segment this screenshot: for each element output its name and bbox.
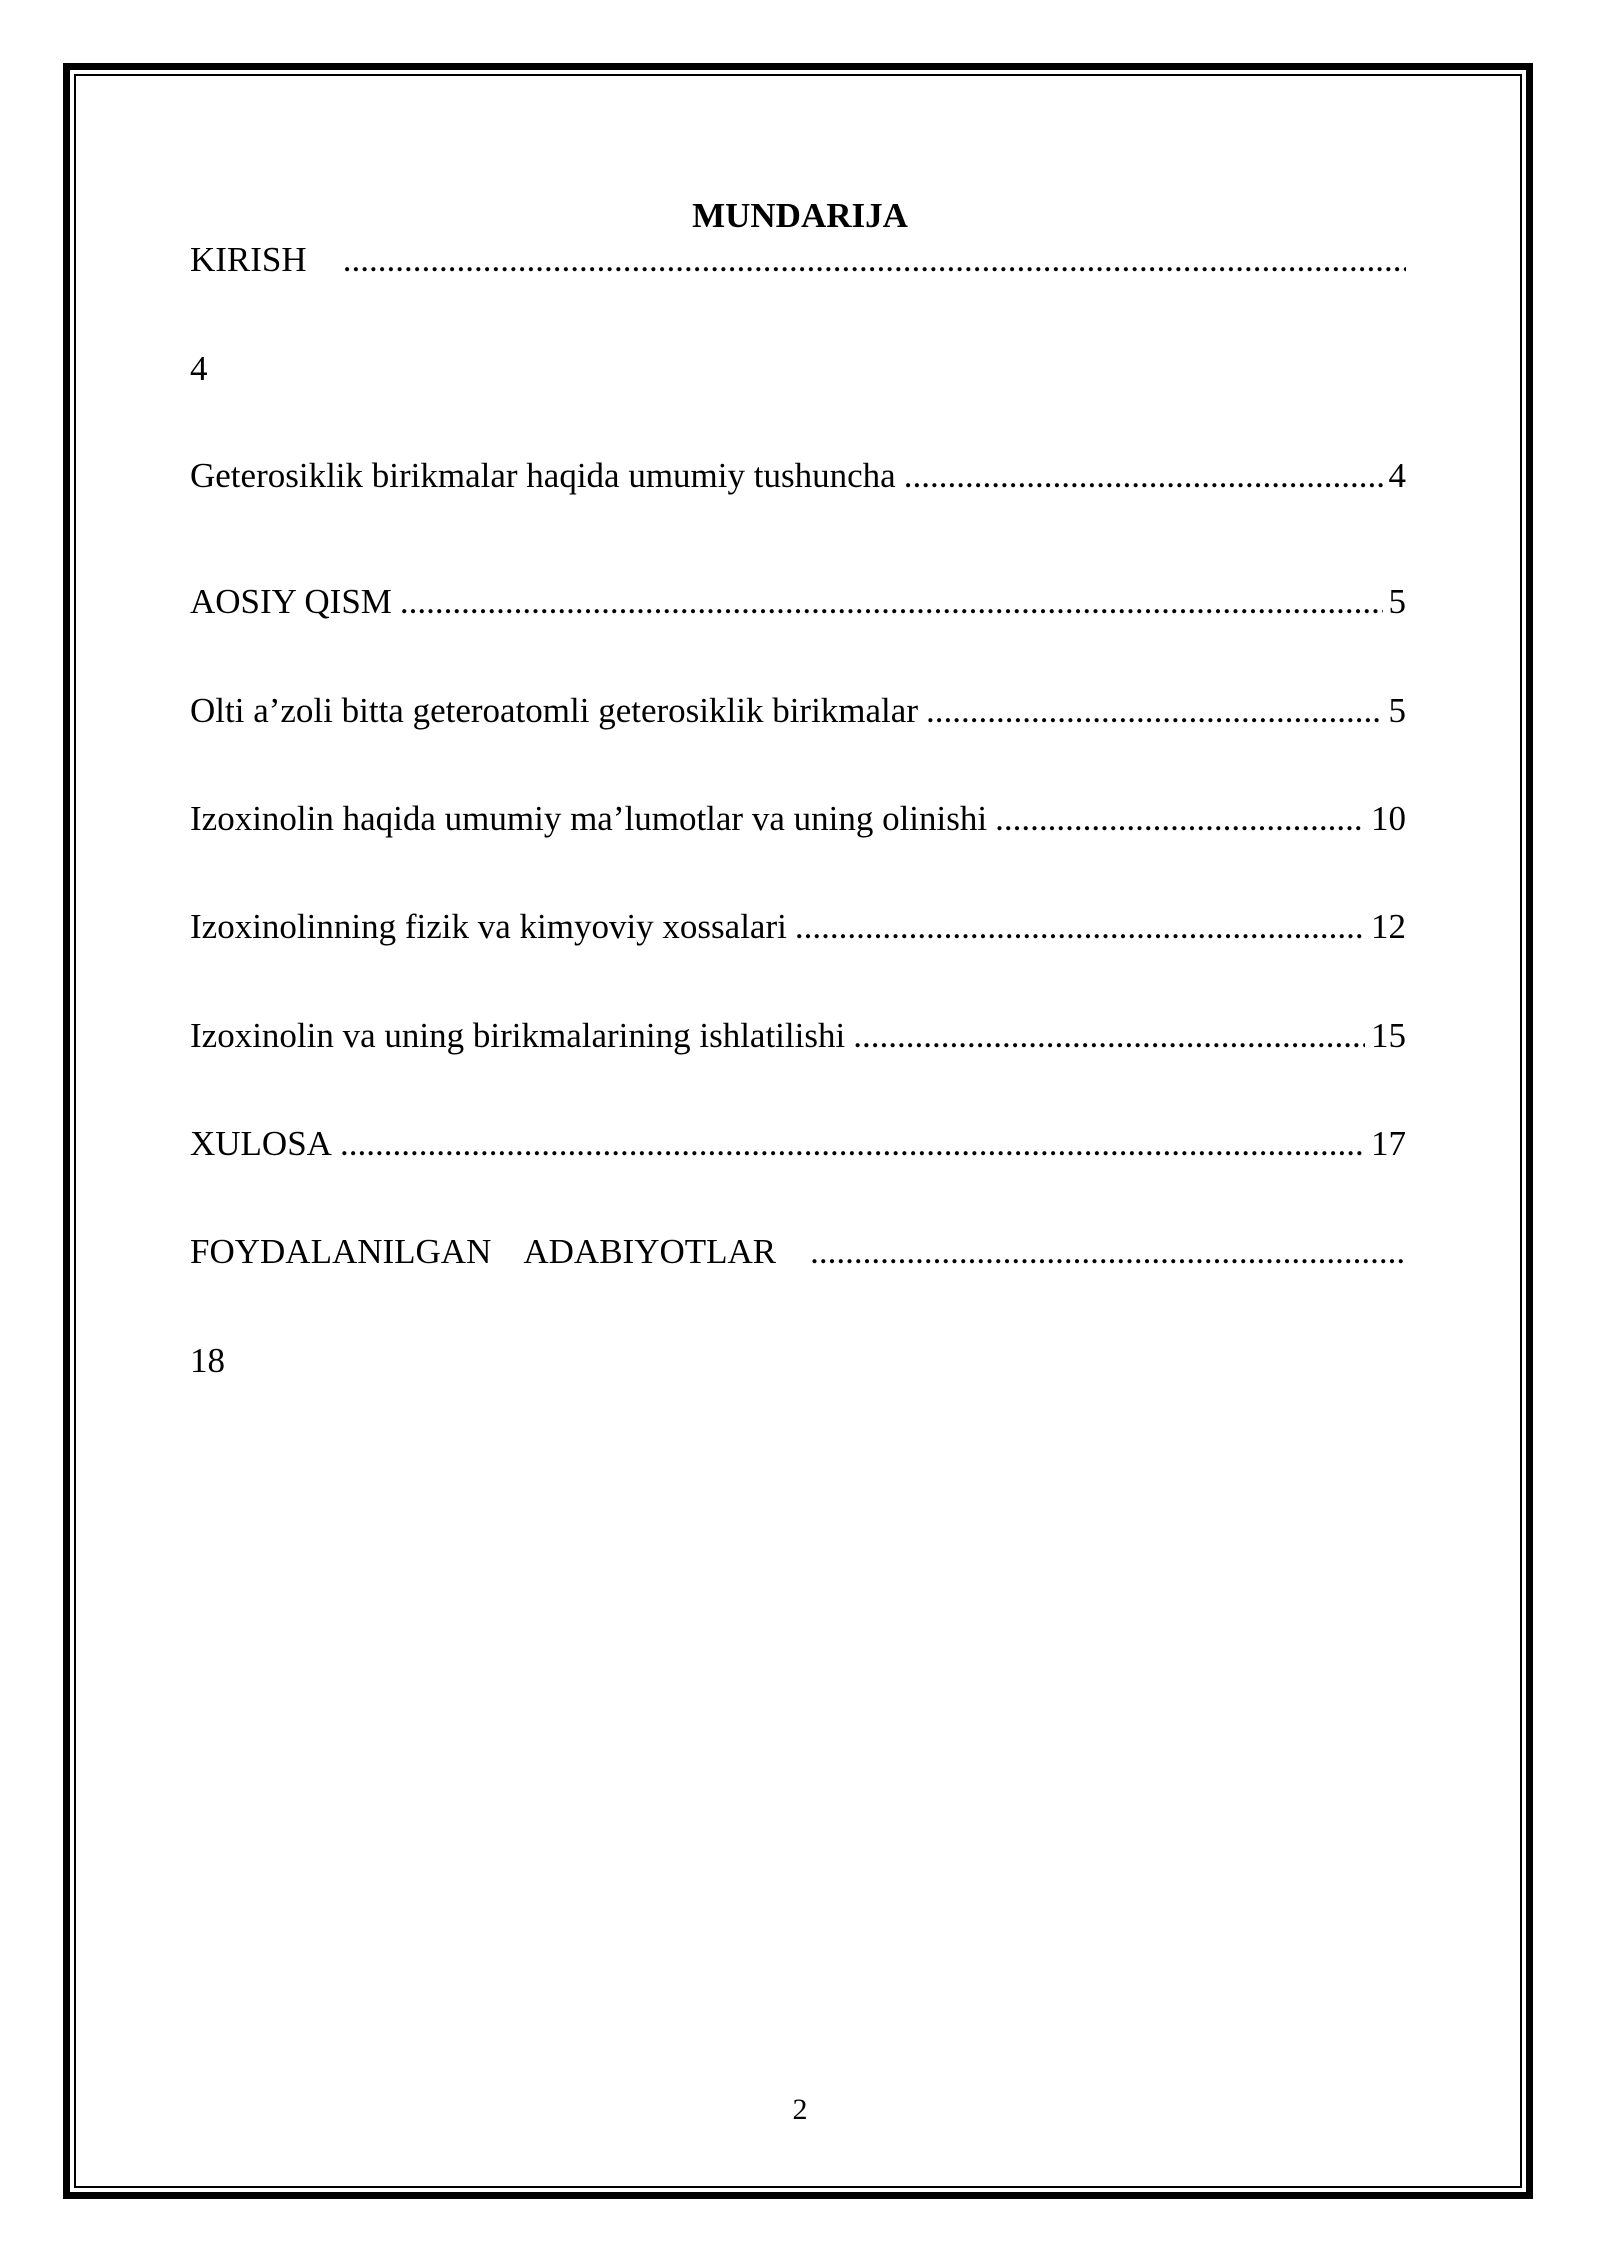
toc-entry-adabiyotlar[interactable] bbox=[190, 1228, 1406, 1276]
toc-entry-label-part1: FOYDALANILGAN bbox=[190, 1232, 492, 1271]
toc-entry-ishlatilishi[interactable] bbox=[190, 1012, 1406, 1060]
toc-entry-page-number: 10 bbox=[1371, 799, 1406, 838]
toc-entry-page-number: 4 bbox=[1388, 456, 1406, 495]
toc-entry-olti-azoli[interactable] bbox=[190, 687, 1406, 735]
page-number: 2 bbox=[792, 2093, 808, 2126]
toc-title: MUNDARIJA bbox=[692, 196, 908, 235]
toc-entry-page-number: 5 bbox=[1388, 691, 1406, 730]
toc-leader-dots bbox=[340, 1120, 1365, 1168]
toc-leader-dots bbox=[343, 236, 1406, 284]
toc-entry-fizik-kimyoviy[interactable] bbox=[190, 903, 1406, 951]
toc-leader-dots bbox=[853, 1012, 1365, 1060]
toc-leader-dots bbox=[810, 1228, 1406, 1276]
toc-entry-label: AOSIY QISM bbox=[190, 582, 392, 621]
toc-entry-geterosiklik-tushuncha[interactable] bbox=[190, 452, 1406, 500]
toc-entry-kirish[interactable] bbox=[190, 236, 1406, 284]
toc-entry-label: KIRISH bbox=[190, 240, 307, 279]
toc-entry-label: Izoxinolin va uning birikmalarining ishlatilishi bbox=[190, 1016, 846, 1055]
toc-leader-dots bbox=[926, 687, 1383, 735]
toc-entry-page-number: 4 bbox=[190, 349, 208, 388]
toc-entry-izoxinolin-olinishi[interactable] bbox=[190, 795, 1406, 843]
toc-entry-label: Izoxinolinning fizik va kimyoviy xossalari bbox=[190, 907, 787, 946]
toc-entry-label: Olti a’zoli bitta geteroatomli geterosiklik birikmalar bbox=[190, 691, 918, 730]
toc-entry-label-part2: ADABIYOTLAR bbox=[523, 1232, 777, 1271]
toc-entry-page-number: 17 bbox=[1371, 1124, 1406, 1163]
toc-entry-label: Izoxinolin haqida umumiy ma’lumotlar va uning olinishi bbox=[190, 799, 988, 838]
toc-entry-page-number: 5 bbox=[1388, 582, 1406, 621]
toc-entry-page-number: 18 bbox=[190, 1341, 225, 1380]
toc-leader-dots bbox=[400, 578, 1383, 626]
toc-entry-page-number: 12 bbox=[1371, 907, 1406, 946]
toc-leader-dots bbox=[904, 452, 1383, 500]
toc-entry-label bbox=[190, 1228, 810, 1276]
toc-entry-aosiy-qism[interactable] bbox=[190, 578, 1406, 626]
toc-entry-label: XULOSA bbox=[190, 1124, 332, 1163]
toc-entry-label: Geterosiklik birikmalar haqida umumiy tushuncha bbox=[190, 456, 896, 495]
toc-entry-page-number: 15 bbox=[1371, 1016, 1406, 1055]
toc-leader-dots bbox=[995, 795, 1365, 843]
toc-leader-dots bbox=[795, 903, 1365, 951]
toc-entry-xulosa[interactable] bbox=[190, 1120, 1406, 1168]
